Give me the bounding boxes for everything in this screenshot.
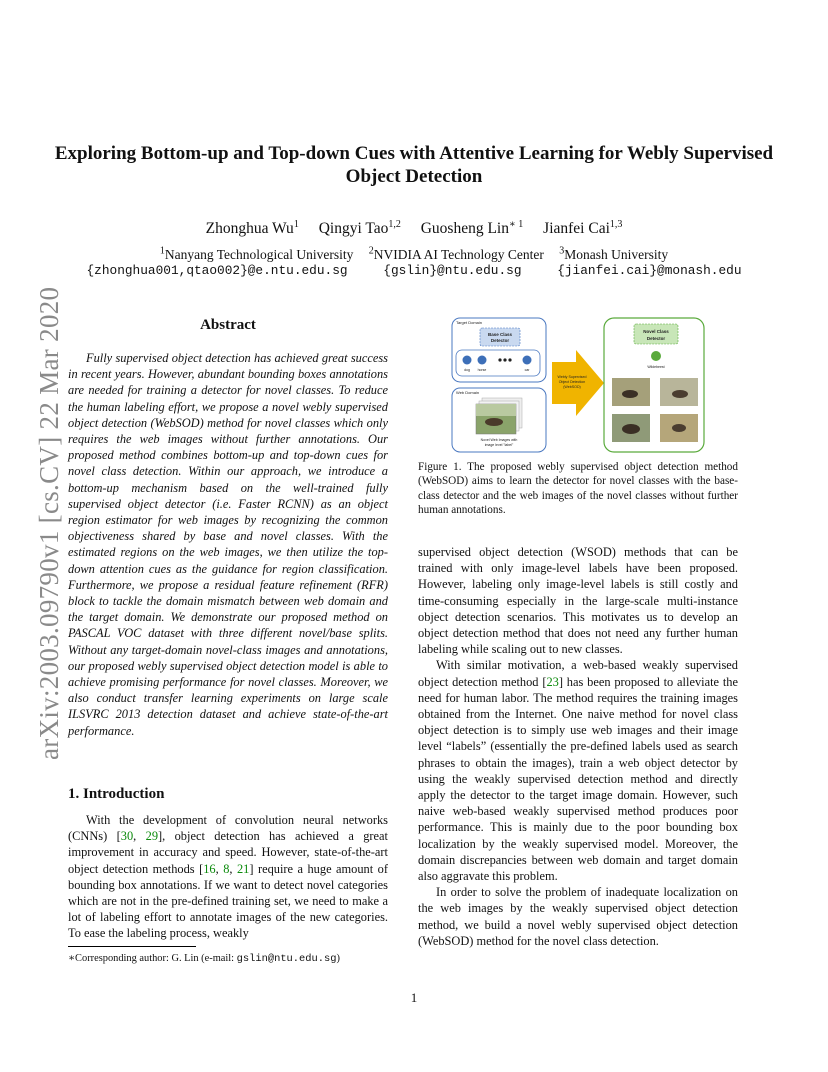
paragraph: supervised object detection (WSOD) methods that can be trained with only image-level labels have been proposed. However, labeling only image-level labels is still costly and time-consuming especially in the large-scale multi-instance object detection scenarios. This motivates us to develop an object detection method that does not need any further human labeling while scaling out to new classes. — [418, 545, 738, 657]
email-list — [0, 263, 828, 278]
affiliation: $^3$Monash University — [559, 245, 669, 262]
affiliation: $^1$Nanyang Technological University — [159, 245, 354, 262]
base-detector-label-2: Detector — [490, 338, 510, 343]
citation-link[interactable]: 16 — [203, 861, 216, 876]
footnote: ∗Corresponding author: G. Lin (e-mail: gslin@ntu.edu.sg) — [68, 953, 340, 965]
author: Zhonghua Wu$^1$ — [205, 219, 299, 238]
abstract-body: Fully supervised object detection has achieved great success in recent years. However, abundant bounding boxes annotations are needed for training a detector for novel classes. To reduce the human labeling effort, we propose a novel webly supervised object detection (WebSOD) method for novel classes which only requires the web images without further annotations. Our proposed method combines bottom-up and top-down cues for novel class detection. Within our approach, we introduce a bottom-up mechanism based on the well-trained fully supervised object detector (i.e. Faster RCNN) as an object region estimator for web images by recognizing the common objectiveness shared by base and novel classes. With the estimated regions on the web images, we then utilize the top-down attention cues as the guidance for region classification. Furthermore, we propose a residual feature refinement (RFR) block to tackle the domain mismatch between web domain and the target domain. We demonstrate our proposed method on PASCAL VOC dataset with three different novel/base splits. Without any target-domain novel-class images and annotations, our proposed webly supervised object detection model is able to achieve promising performance for novel classes. Moreover, we also conduct transfer learning experiments on large scale ILSVRC 2013 detection dataset and achieve state-of-the-art performance. — [68, 351, 388, 738]
introduction-body: With the development of convolution neural networks (CNNs) [30, 29], object detection has achieved a great improvement in accuracy and speed. However, state-of-the-art object detection methods [16, 8, 21] require a huge amount of bounding box annotations. If we want to detect novel categories which are not in the pre-defined training set, we need to make a lot of labeling effort to annotate images of the new categories. To ease the labeling process, weakly — [68, 813, 388, 941]
base-detector-label-1: Base Class — [487, 332, 513, 337]
arrow-label-2: Object Detection — [558, 380, 586, 384]
abstract-heading: Abstract — [200, 317, 256, 333]
class-node-dog — [463, 356, 472, 365]
arxiv-stamp — [14, 285, 64, 760]
author: Guosheng Lin$^{∗ 1}$ — [420, 219, 524, 238]
introduction-heading: 1. Introduction — [68, 786, 165, 802]
email[interactable]: {gslin}@ntu.edu.sg — [383, 263, 522, 278]
web-images-caption-1: Novel Web Images with — [480, 438, 518, 442]
page-number: 1 — [410, 990, 418, 1005]
citation-link[interactable]: 29 — [145, 829, 159, 844]
affiliation-list — [0, 245, 828, 263]
class-node-horse — [478, 356, 487, 365]
figure-1-caption: Figure 1. The proposed webly supervised object detection method (WebSOD) aims to learn the detector for novel classes with the base-class detector and the web images of the novel classes without further human annotations. — [418, 461, 738, 517]
novel-detector-label-2: Detector — [646, 336, 666, 341]
web-domain-label: Web Domain — [456, 390, 480, 395]
footnote-rule — [68, 946, 196, 947]
figure-1 — [418, 314, 738, 454]
class-node-car — [523, 356, 532, 365]
class-label-dog: dog — [464, 368, 470, 372]
citation-link[interactable]: 21 — [236, 861, 250, 876]
wildebeest-node — [651, 351, 661, 361]
arrow-label-3: (WebSOD) — [563, 385, 581, 389]
affiliation: $^2$NVIDIA AI Technology Center — [368, 245, 544, 262]
email[interactable]: {zhonghua001,qtao002}@e.ntu.edu.sg — [86, 263, 348, 278]
arrow-label-1: Webly Supervised — [557, 375, 587, 379]
arxiv-stamp-text[interactable]: arXiv:2003.09790v1 [cs.CV] 22 Mar 2020 — [34, 286, 64, 760]
web-images-caption-2: image level "label" — [484, 443, 514, 447]
novel-detector-box — [634, 324, 678, 344]
paper-title: Exploring Bottom-up and Top-down Cues with Attentive Learning for Webly Supervised Object Detection — [54, 143, 774, 187]
email[interactable]: {jianfei.cai}@monash.edu — [557, 263, 742, 278]
target-domain-label: Target Domain — [456, 320, 483, 325]
class-label-horse: horse — [477, 368, 487, 372]
right-column-body — [418, 544, 738, 949]
paragraph: In order to solve the problem of inadequate localization on the web images by the weakly supervised object detection method, we build a novel webly supervised object detection (WebSOD) method for the novel class detection. — [418, 885, 738, 948]
citation-link[interactable]: 30 — [120, 829, 134, 844]
author-list — [0, 219, 828, 238]
novel-detector-label-1: Novel Class — [643, 329, 669, 334]
paragraph: With similar motivation, a web-based weakly supervised object detection method [23] has been proposed to alleviate the need for human labor. The method requires the training images obtained from the Internet. One naive method for novel class object detection is to simply use web images and their image level “labels” (essentially the pre-defined labels used as search phrases to obtain the images), train a web object detector by using the weakly supervised detection method and directly apply the detector to the target image domain. However, such naive web-based weakly supervised method produces poor performance. This is mainly due to the poor bounding box localization by the weakly supervised model. Moreover, the domain discrepancies between web domain and target domain also aggravate this problem. — [418, 658, 738, 884]
base-detector-box — [480, 328, 520, 346]
wildebeest-label: Wildebeest — [647, 365, 665, 369]
citation-link[interactable]: 8 — [223, 861, 230, 876]
citation-link[interactable]: 23 — [546, 674, 559, 689]
class-label-car: car — [524, 368, 530, 372]
author: Qingyi Tao$^{1,2}$ — [318, 219, 401, 238]
author: Jianfei Cai$^{1,3}$ — [543, 219, 623, 238]
